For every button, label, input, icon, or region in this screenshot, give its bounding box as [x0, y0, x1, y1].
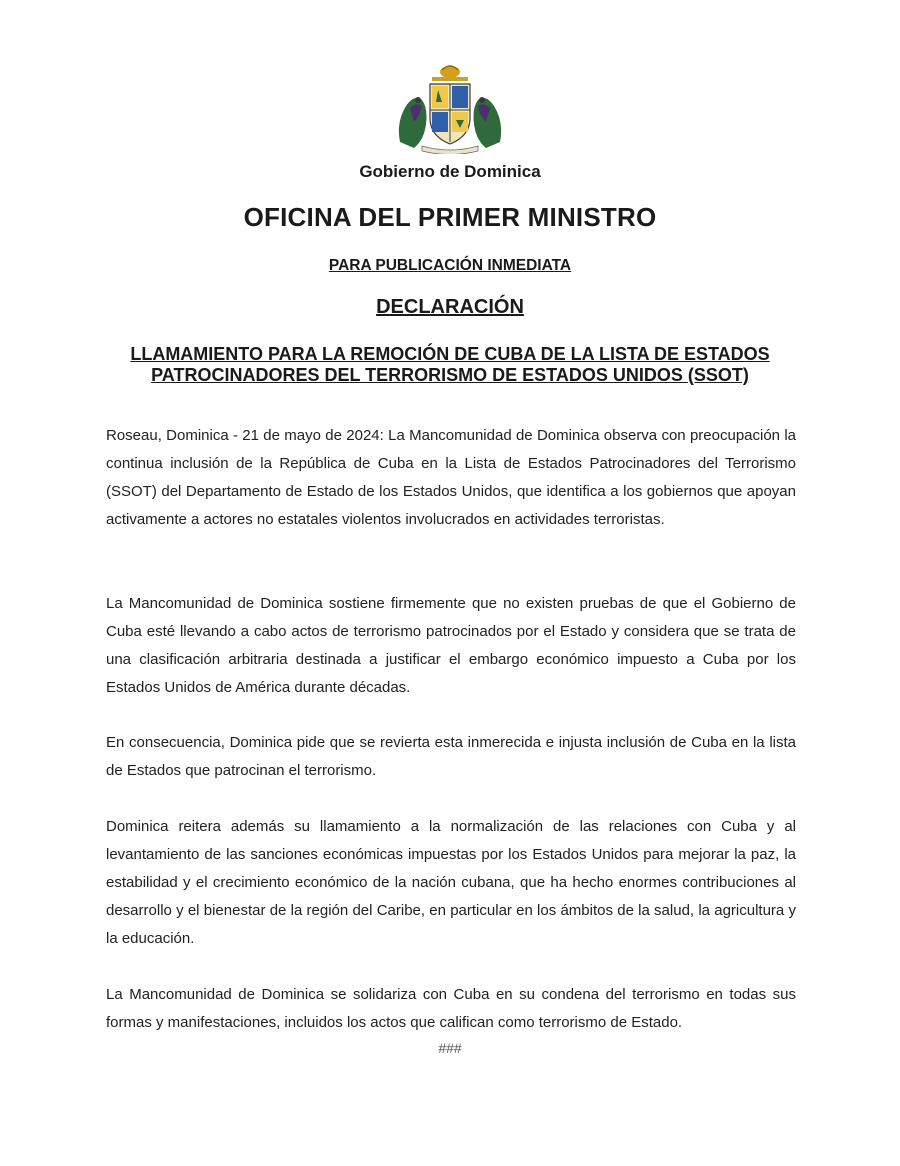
- subject-heading: [0, 344, 900, 386]
- body-paragraph-5: La Mancomunidad de Dominica se solidariza con Cuba en su condena del terrorismo en todas sus formas y manifestaciones, incluidos los actos que califican como terrorismo de Estado.: [106, 986, 796, 1031]
- body-paragraph-3: En consecuencia, Dominica pide que se revierta esta inmerecida e injusta inclusión de Cuba en la lista de Estados que patrocinan el terrorismo.: [106, 734, 796, 779]
- subject-line-1: LLAMAMIENTO PARA LA REMOCIÓN DE CUBA DE LA LISTA DE ESTADOS: [130, 344, 770, 364]
- release-type: PARA PUBLICACIÓN INMEDIATA: [328, 257, 572, 274]
- body-paragraph-4: Dominica reitera además su llamamiento a la normalización de las relaciones con Cuba y al levantamiento de las sanciones económicas impuestas por los Estados Unidos para mejorar la paz, la estabilidad y el crecimiento económico de la nación cubana, que ha hecho enormes contribuciones al desarrollo y el bienestar de la región del Caribe, en particular en los ámbitos de la salud, la agricultura y la educación.: [106, 818, 796, 947]
- office-title: OFICINA DEL PRIMER MINISTRO: [243, 202, 657, 232]
- end-mark: ###: [438, 1040, 462, 1056]
- body-paragraph-2: La Mancomunidad de Dominica sostiene firmemente que no existen pruebas de que el Gobierno de Cuba esté llevando a cabo actos de terrorismo patrocinados por el Estado y considera que se trata de una clasificación arbitraria destinada a justificar el embargo económico impuesto a Cuba por los Estados Unidos de América durante décadas.: [106, 595, 796, 696]
- subject-line-2: PATROCINADORES DEL TERRORISMO DE ESTADOS UNIDOS (SSOT): [151, 365, 749, 385]
- dominica-coat-of-arms-icon: [392, 62, 508, 154]
- body-paragraph-1: Roseau, Dominica - 21 de mayo de 2024: La Mancomunidad de Dominica observa con preocupación la continua inclusión de la República de Cuba en la Lista de Estados Patrocinadores del Terrorismo (SSOT) del Departamento de Estado de los Estados Unidos, que identifica a los gobiernos que apoyan activamente a actores no estatales violentos involucrados en actividades terroristas.: [106, 427, 796, 528]
- document-type: DECLARACIÓN: [376, 296, 524, 318]
- government-name: Gobierno de Dominica: [359, 162, 541, 181]
